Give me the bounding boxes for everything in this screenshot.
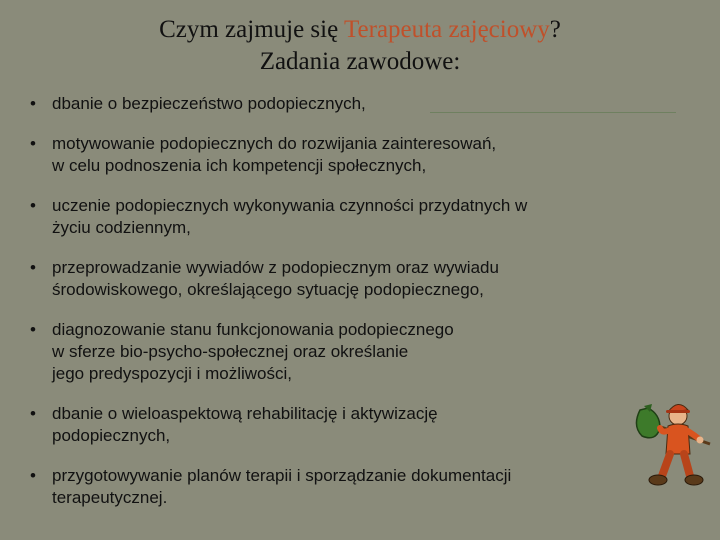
list-item-text: motywowanie podopiecznych do rozwijania zainteresowań, w celu podnoszenia ich kompetencji społecznych, <box>52 134 497 175</box>
bullet: • <box>30 134 36 153</box>
bullet: • <box>30 466 36 485</box>
list-item-text: dbanie o bezpieczeństwo podopiecznych, <box>52 94 366 113</box>
task-list <box>30 93 620 527</box>
list-item-text: diagnozowanie stanu funkcjonowania podopiecznego w sferze bio-psycho-społecznej oraz określanie jego predyspozycji i możliwości, <box>52 320 454 383</box>
slide-title <box>0 14 720 78</box>
list-item-text: uczenie podopiecznych wykonywania czynności przydatnych w życiu codziennym, <box>52 196 528 237</box>
bullet: • <box>30 404 36 423</box>
list-item <box>30 257 620 301</box>
bullet: • <box>30 258 36 277</box>
list-item <box>30 465 620 509</box>
hobo-with-bindle-icon <box>630 392 714 492</box>
list-item <box>30 403 620 447</box>
list-item <box>30 319 620 385</box>
list-item-text: dbanie o wieloaspektową rehabilitację i aktywizację podopiecznych, <box>52 404 438 445</box>
list-item <box>30 195 620 239</box>
title-line-2: Zadania zawodowe: <box>259 48 461 75</box>
list-item <box>30 133 620 177</box>
list-item-text: przeprowadzanie wywiadów z podopiecznym oraz wywiadu środowiskowego, określającego sytuację podopiecznego, <box>52 258 499 299</box>
list-item-text: przygotowywanie planów terapii i sporządzanie dokumentacji terapeutycznej. <box>52 466 512 507</box>
list-item <box>30 93 620 115</box>
title-prefix: Czym zajmuje się <box>159 16 345 43</box>
bullet: • <box>30 320 36 339</box>
title-line-1 <box>0 14 720 46</box>
title-suffix: ? <box>549 16 561 43</box>
bullet: • <box>30 196 36 215</box>
title-highlight: Terapeuta zajęciowy <box>344 16 550 43</box>
bullet: • <box>30 94 36 113</box>
